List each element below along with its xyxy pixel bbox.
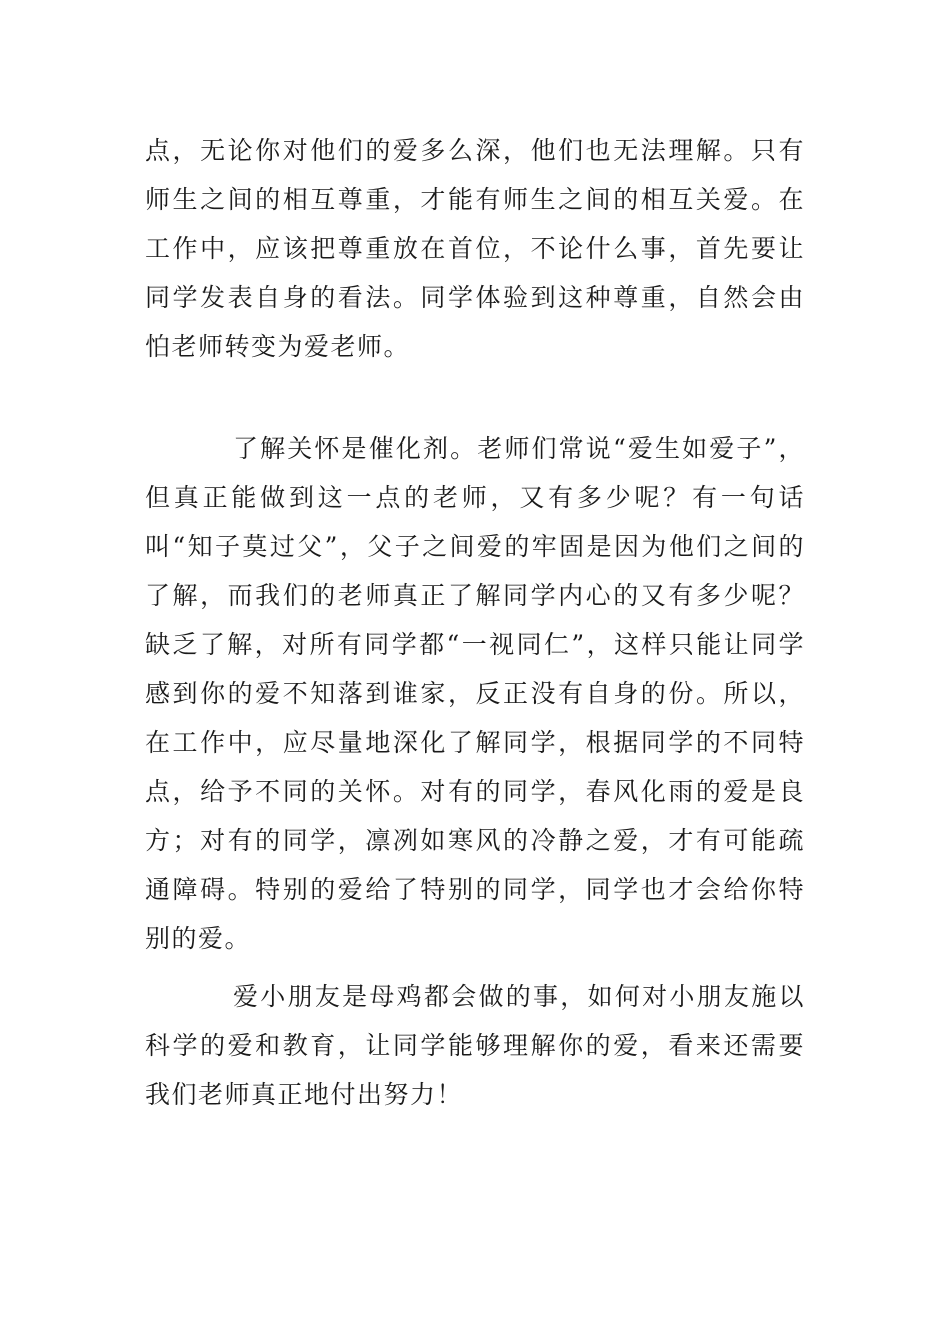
paragraph-understanding-care: 了解关怀是催化剂。老师们常说“爱生如爱子”，但真正能做到这一点的老师，又有多少呢？有一句话叫“知子莫过父”，父子之间爱的牢固是因为他们之间的了解，而我们的老师真正了解同学内心的又有多少呢？缺乏了解，对所有同学都“一视同仁”，这样只能让同学感到你的爱不知落到谁家，反正没有自身的份。所以，在工作中，应尽量地深化了解同学，根据同学的不同特点，给予不同的关怀。对有的同学，春风化雨的爱是良方；对有的同学，凛冽如寒风的冷静之爱，才有可能疏通障碍。特别的爱给了特别的同学，同学也才会给你特别的爱。 — [145, 434, 805, 953]
paragraph-conclusion: 爱小朋友是母鸡都会做的事，如何对小朋友施以科学的爱和教育，让同学能够理解你的爱，看来还需要我们老师真正地付出努力！ — [145, 982, 805, 1109]
paragraph-respect: 点，无论你对他们的爱多么深，他们也无法理解。只有师生之间的相互尊重，才能有师生之间的相互关爱。在工作中，应该把尊重放在首位，不论什么事，首先要让同学发表自身的看法。同学体验到这种尊重，自然会由怕老师转变为爱老师。 — [145, 136, 805, 361]
